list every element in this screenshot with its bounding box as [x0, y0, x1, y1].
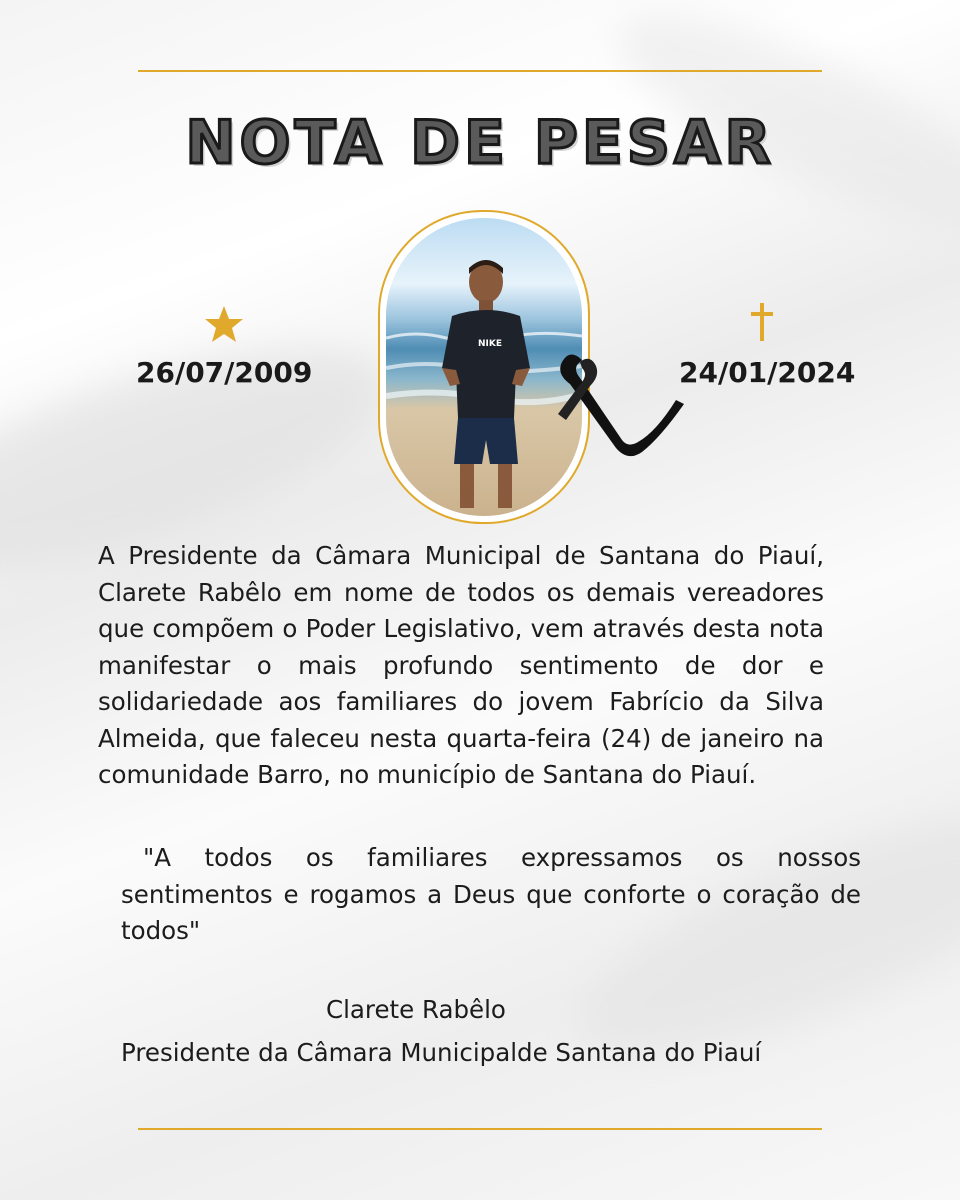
signer-name: Clarete Rabêlo: [326, 995, 506, 1024]
page-title: NOTA DE PESAR: [185, 108, 775, 178]
mourning-ribbon-icon: [556, 346, 688, 466]
portrait-illustration: [386, 218, 582, 516]
cross-icon: [748, 302, 776, 342]
star-icon: [204, 304, 244, 344]
birth-date: 26/07/2009: [136, 356, 313, 389]
top-divider: [138, 70, 822, 72]
portrait-photo: [386, 218, 582, 516]
signer-role: Presidente da Câmara Municipalde Santana do Piauí: [121, 1038, 762, 1067]
bottom-divider: [138, 1128, 822, 1130]
condolence-paragraph: A Presidente da Câmara Municipal de Santana do Piauí, Clarete Rabêlo em nome de todos os demais vereadores que compõem o Poder Legislativo, vem através desta nota manifestar o mais profundo sentimento de dor e solidariedade aos familiares do jovem Fabrício da Silva Almeida, que faleceu nesta quarta-feira (24) de janeiro na comunidade Barro, no município de Santana do Piauí.: [98, 541, 824, 789]
death-date: 24/01/2024: [679, 356, 856, 389]
shirt-logo-text: NIKE: [478, 339, 503, 349]
condolence-quote: "A todos os familiares expressamos os nossos sentimentos e rogamos a Deus que conforte o coração de todos": [121, 843, 861, 945]
